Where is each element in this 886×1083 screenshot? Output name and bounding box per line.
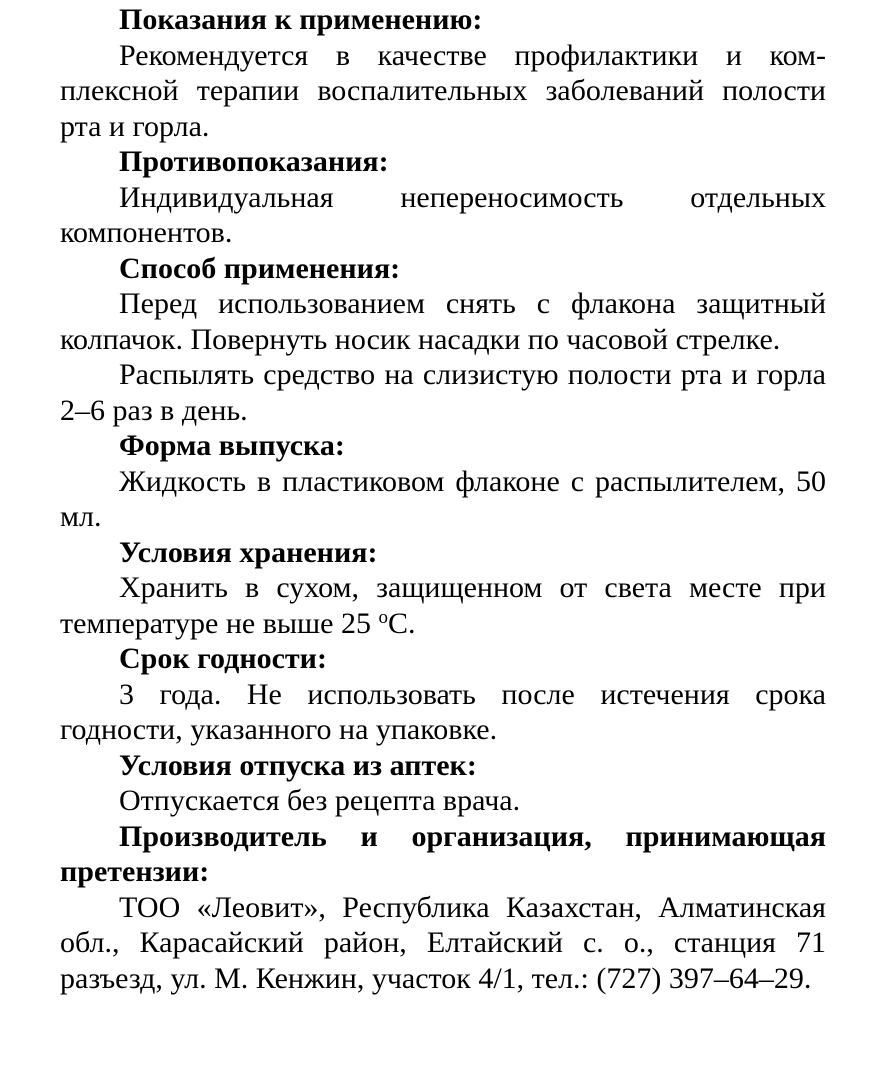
dispensing-text: Отпускается без рецепта врача. [119,784,521,817]
release-form-text: Жидкость в пластиковом флаконе с распылителем, 50 мл. [60,464,826,533]
section-heading-indications: Показания к применению: [119,3,483,36]
section-heading-contraindications: Противопоказания: [119,145,389,178]
degree-symbol: о [378,606,388,628]
leaflet-page [60,0,826,996]
section-heading-dispensing: Условия отпуска из аптек: [119,748,477,782]
section-heading-method-of-use: Способ применения: [119,251,401,285]
storage-text [60,570,826,641]
section-heading-release-form: Форма выпуска: [119,429,345,462]
section-heading-storage: Условия хранения: [119,535,378,569]
temperature-unit: С. [387,606,416,640]
section-heading-manufacturer: Производитель и организация, принимающая претензии: [60,819,826,888]
method-of-use-text-1: Перед использованием снять с флакона защитный колпачок. Повернуть носик насадки по часовой стрелке. [60,287,826,356]
indications-text: Рекомендуется в качестве профилактики и комплексной терапии воспалительных заболеваний полости рта и горла. [60,38,826,143]
storage-text-main: Хранить в сухом, защищенном от света месте при температуре не выше 25 [60,571,826,640]
shelf-life-text: 3 года. Не использовать после истечения срока годности, указанного на упаковке. [60,677,826,746]
contraindications-text: Индивидуальная непереносимость отдельных компонентов. [60,180,826,249]
manufacturer-text: ТОО «Леовит», Республика Казахстан, Алматинская обл., Карасайский район, Елтайский с. о., станция 71 разъезд, ул. М. Кенжин, участок 4/1, тел.: (727) 397–64–29. [60,890,826,995]
section-heading-shelf-life: Срок годности: [119,642,327,675]
method-of-use-text-2: Распылять средство на слизистую полости рта и горла 2–6 раз в день. [60,358,826,427]
